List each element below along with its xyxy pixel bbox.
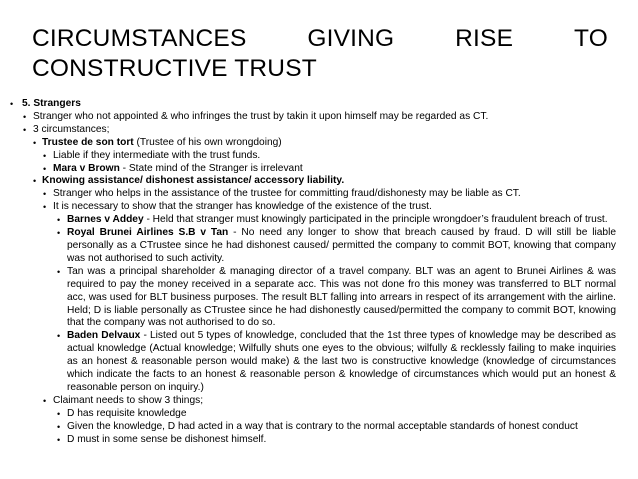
bullet-icon: •: [10, 99, 14, 109]
bullet-icon: •: [57, 408, 61, 419]
item-text: [67, 214, 616, 227]
list-item: [0, 266, 638, 331]
list-item: [0, 330, 638, 395]
item-text: Given the knowledge, D had acted in a way that is contrary to the normal acceptable standards of honest conduct: [67, 420, 578, 432]
item-detail: - Listed out 5 types of knowledge, concluded that the 1st three types of knowledge may be described as actual knowledge (Actual knowledge; Wilfully shuts one eyes to the obvious; wilfully & recklessly failing to make inquiries as an honest & reasonable person would make) & the last two is constructive knowledge (knowledge of circumstances which indicate the facts to an honest & reasonable person & knowledge of circumstances which would put an honest & reasonable person on inquiry.): [67, 330, 616, 393]
bullet-icon: •: [57, 331, 61, 342]
bullet-icon: •: [33, 176, 37, 187]
title-word: CIRCUMSTANCES: [32, 25, 247, 52]
bullet-icon: •: [57, 434, 61, 445]
list-item: [0, 227, 638, 266]
item-text: Knowing assistance/ dishonest assistance/ accessory liability.: [42, 175, 345, 187]
item-detail: - Held that stranger must knowingly participated in the principle wrongdoer’s fraudulent breach of trust.: [143, 214, 608, 226]
case-name: Trustee de son tort: [42, 136, 134, 148]
list-item: [0, 98, 638, 111]
item-text: 5. Strangers: [22, 98, 81, 109]
item-text: D must in some sense be dishonest himself.: [67, 433, 267, 445]
item-text: Stranger who not appointed & who infringes the trust by takin it upon himself may be regarded as CT.: [33, 110, 489, 122]
item-text: It is necessary to show that the stranger has knowledge of the existence of the trust.: [53, 201, 432, 213]
list-item: [0, 175, 638, 188]
bullet-icon: •: [57, 266, 61, 277]
bullet-icon: •: [23, 124, 27, 135]
slide-title: [32, 24, 608, 84]
title-word: RISE: [455, 25, 514, 52]
item-text: Stranger who helps in the assistance of the trustee for committing fraud/dishonesty may be liable as CT.: [53, 188, 521, 200]
list-item: [0, 111, 638, 124]
bullet-icon: •: [43, 150, 47, 161]
slide-body: [0, 98, 638, 446]
list-item: [0, 214, 638, 227]
item-text: [67, 330, 616, 395]
list-item: [0, 421, 638, 434]
bullet-icon: •: [43, 189, 47, 200]
list-item: [0, 150, 638, 163]
list-item: [0, 124, 638, 137]
item-detail: - State mind of the Stranger is irrelevant: [119, 162, 303, 174]
list-item: [0, 201, 638, 214]
item-text: [67, 227, 616, 266]
item-text: Tan was a principal shareholder & managing director of a travel company. BLT was an agent to Brunei Airlines & was required to pay the money received in a separate acc. This was not done fro this money was transferred to BLT normal acc, was used for BLT business purposes. The result BLT falling into arrears in respect of its arrangement with the airline. Held; D is liable personally as CTrustee since he had dishonestly caused/permitted the company to commit BOT, knowing that the company was not authorised to do so.: [67, 265, 616, 329]
list-item: [0, 188, 638, 201]
item-text: 3 circumstances;: [33, 123, 110, 135]
case-name: Baden Delvaux: [67, 330, 141, 342]
bullet-icon: •: [33, 137, 37, 148]
bullet-icon: •: [57, 215, 61, 226]
item-text: D has requisite knowledge: [67, 407, 187, 419]
list-item: [0, 408, 638, 421]
slide-title-line-2: CONSTRUCTIVE TRUST: [32, 55, 317, 82]
item-detail: (Trustee of his own wrongdoing): [133, 136, 282, 148]
list-item: [0, 163, 638, 176]
list-item: [0, 395, 638, 408]
bullet-icon: •: [23, 111, 27, 122]
item-text: [53, 163, 616, 176]
bullet-icon: •: [43, 163, 47, 174]
case-name: Royal Brunei Airlines S.B v Tan: [67, 227, 229, 239]
bullet-icon: •: [43, 202, 47, 213]
case-name: Mara v Brown: [53, 162, 120, 174]
case-name: Barnes v Addey: [67, 214, 144, 226]
list-item: [0, 137, 638, 150]
bullet-icon: •: [43, 395, 47, 406]
list-item: [0, 434, 638, 447]
title-word: TO: [573, 25, 608, 52]
bullet-icon: •: [57, 228, 61, 239]
item-detail: - No need any longer to show that breach caused by fraud. D will still be liable personally as a CTrustee since he had dishonest caused/ permitted the company to commit BOT, knowing that company was not authorised to such activity.: [67, 227, 616, 264]
slide-title-line-1: [32, 24, 608, 54]
bullet-icon: •: [57, 421, 61, 432]
title-word: GIVING: [307, 25, 395, 52]
item-text: Claimant needs to show 3 things;: [53, 394, 204, 406]
item-text: [42, 137, 614, 150]
item-text: Liable if they intermediate with the trust funds.: [53, 149, 261, 161]
